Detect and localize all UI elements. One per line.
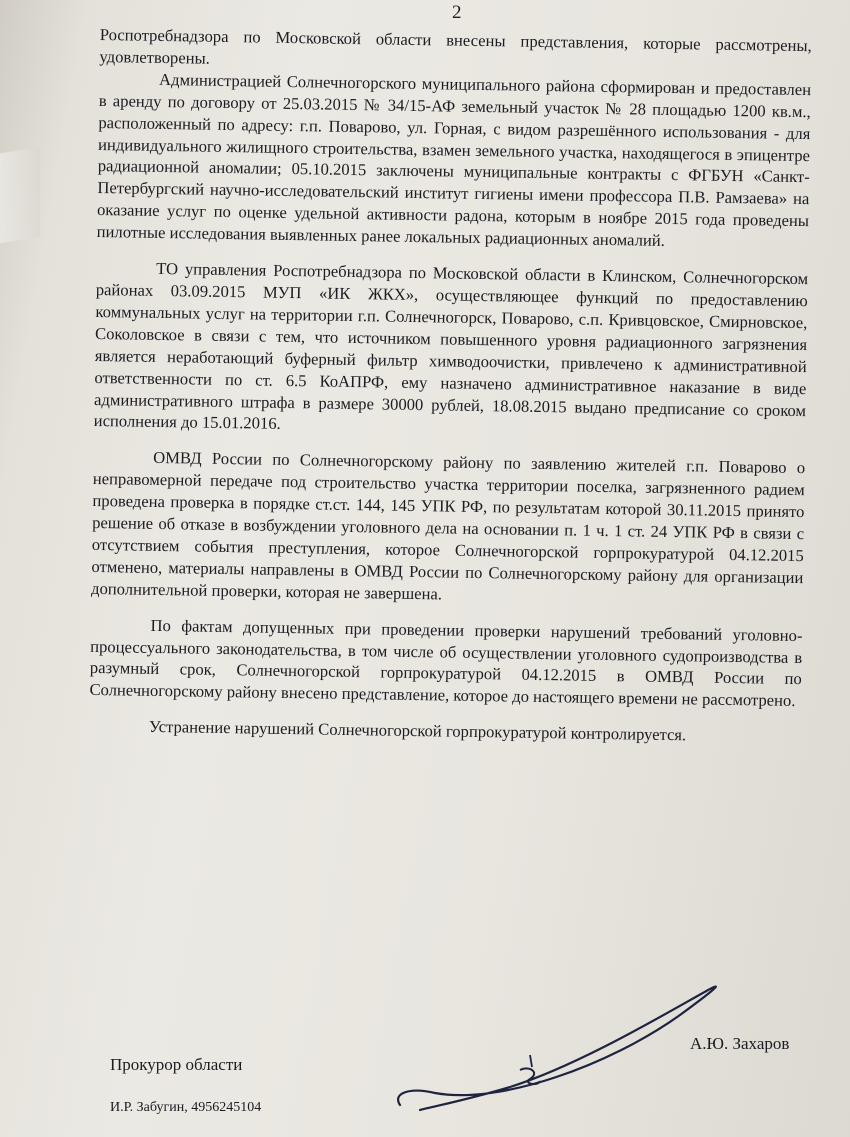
paragraph-control: Устранение нарушений Солнечногорской горпрокуратурой контролируется.	[148, 717, 687, 745]
paragraph-omvd: ОМВД России по Солнечногорскому району по заявлению жителей г.п. Поварово о неправомерной передаче под строительство участка территории поселка, загрязненного радием проведена проверка в порядке ст.ст. 144, 145 УПК РФ, по результатам которой 30.11.2015 принято решение об отказе в возбуждении уголовного дела на основании п. 1 ч. 1 ст. 24 УПК РФ в связи с отсутствием события преступления, которое Солнечногорской горпрокуратурой 04.12.2015 отменено, материалы направлены в ОМВД России по Солнечногорскому району для организации дополнительной проверки, которая не завершена.	[90, 448, 806, 604]
signer-name: А.Ю. Захаров	[690, 1034, 790, 1053]
page-edge-shadow	[0, 146, 40, 243]
executor-info: И.Р. Забугин, 4956245104	[110, 1100, 262, 1115]
paragraph-continuation: Роспотребнадзора по Московской области внесены представления, которые рассмотрены, удовлетворены.	[99, 24, 812, 68]
letter-body	[89, 24, 812, 748]
paragraph-rospotrebnadzor: ТО управления Роспотребнадзора по Московской области в Клинском, Солнечногорском районах 03.09.2015 МУП «ИК ЖКХ», осуществляющее функций по предоставлению коммунальных услуг на территории г.п. Солнечногорск, Поварово, с.п. Кривцовское, Смирновское, Соколовское в связи с тем, что источником повышенного уровня радиационного загрязнения является неработающий буферный фильтр химводоочистки, привлечено к административной ответственности по ст. 6.5 КоАПРФ, ему назначено административное наказание в виде административного штрафа в размере 30000 рублей, 18.08.2015 выдано предписание со сроком исполнения до 15.01.2016.	[93, 258, 809, 434]
signer-role: Прокурор области	[110, 1055, 243, 1074]
page-number: 2	[452, 2, 462, 23]
paragraph-violations: По фактам допущенных при проведении проверки нарушений требований уголовно-процессуального законодательства, в том числе об осуществлении уголовного судопроизводства в разумный срок, Солнечногорской горпрокуратурой 04.12.2015 в ОМВД России по Солнечногорскому району внесено представление, которое до настоящего времени не рассмотрено.	[89, 615, 803, 711]
paragraph-administration: Администрацией Солнечногорского муниципального района сформирован и предоставлен в аренду по договору от 25.03.2015 № 34/15-АФ земельный участок № 28 площадью 1200 кв.м., расположенный по адресу: г.п. Поварово, ул. Горная, с видом разрешённого использования - для индивидуального жилищного строительства, взамен земельного участка, находящегося в эпицентре радиационной аномалии; 05.10.2015 заключены муниципальные контракты с ФГБУН «Санкт-Петербургский научно-исследовательский институт гигиены имени профессора П.В. Рамзаева» на оказание услуг по оценке удельной активности радона, которым в ноябре 2015 года проведены пилотные исследования выявленных ранее локальных радиационных аномалий.	[96, 69, 812, 251]
handwritten-signature	[380, 975, 740, 1125]
